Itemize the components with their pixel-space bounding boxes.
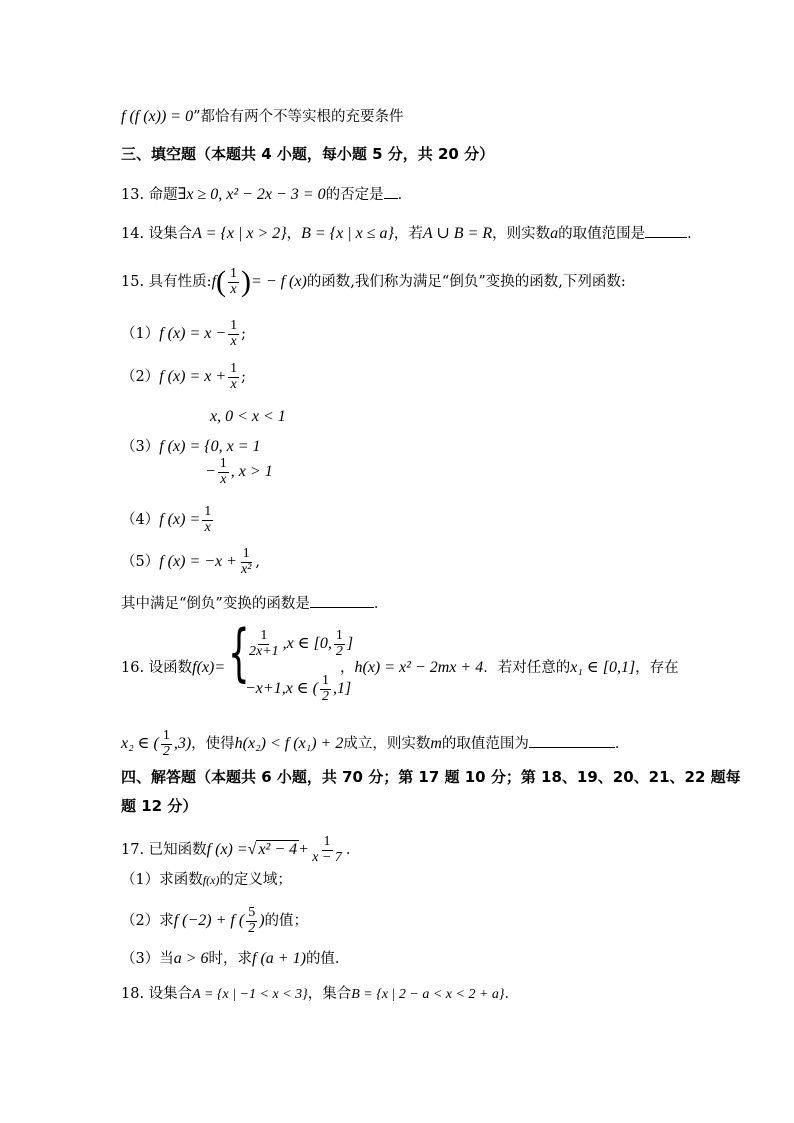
option-5-label: （5） <box>121 554 160 571</box>
option-5-comma: , <box>255 554 260 571</box>
option-4-frac: $\frac{1}{x}$ <box>204 504 212 535</box>
q17-part-3-expr: f (a + 1) <box>252 950 306 967</box>
q14-set-a: A = {x | x > 2} <box>192 225 287 242</box>
q14-sep1: ， <box>286 226 302 242</box>
q15-answer-blank[interactable] <box>310 593 374 608</box>
q16-piece-2 <box>245 674 351 704</box>
option-3-case-3-minus: − <box>205 463 216 481</box>
option-4-expr: f (x) = <box>159 511 201 529</box>
q16-ineq: h(x₂) < f (x₁) + 2 <box>234 735 344 753</box>
q16-l2c: 的取值范围为 <box>441 736 529 753</box>
q17-label: 17. 已知函数 <box>121 842 207 859</box>
option-4 <box>121 505 215 535</box>
option-3-case-1 <box>210 407 286 426</box>
q13-expr: ∃x ≥ 0, x² − 2x − 3 = 0 <box>177 186 326 203</box>
q14-label: 14. 设集合 <box>121 226 193 242</box>
option-2 <box>121 362 246 392</box>
q16-sep: ， <box>340 660 355 676</box>
option-3-case-3-frac: $\frac{1}{x}$ <box>219 456 227 487</box>
q18-set-b: B = {x | 2 − a < x < 2 + a} <box>351 987 505 1002</box>
section-4-heading: 四、解答题（本题共 6 小题，共 70 分；第 17 题 10 分；第 18、19、20、21、22 题每 <box>121 768 741 786</box>
option-3-case-3-cond: , x > 1 <box>230 463 273 481</box>
option-2-expr: f (x) = x + <box>159 368 227 386</box>
q16-period: ． <box>614 736 630 753</box>
option-1 <box>121 319 246 349</box>
q16-piece-1 <box>245 629 353 659</box>
q14-sep2: ，若 <box>393 226 423 242</box>
q16-tail: ．若对任意的 <box>483 660 571 676</box>
option-2-frac: $\frac{1}{x}$ <box>230 361 238 392</box>
q17-part-3-text: （3）当 <box>121 951 174 967</box>
q15-tail: 的函数,我们称为满足“倒负”变换的函数,下列函数: <box>306 274 626 290</box>
option-3-lhs: f (x) = { <box>159 438 211 455</box>
option-2-label: （2） <box>121 369 160 386</box>
q16-piece-1-dom: ,x ∈ [0, <box>282 635 332 653</box>
question-13 <box>121 184 412 204</box>
option-4-label: （4） <box>121 512 160 529</box>
q17-part-2 <box>121 906 308 936</box>
option-1-label: （1） <box>121 326 160 343</box>
q14-union: A ∪ B = R <box>422 225 493 242</box>
option-3-case-2: 0, x = 1 <box>210 438 261 455</box>
option-5-expr: f (x) = −x + <box>159 553 237 571</box>
option-1-semi: ; <box>241 326 247 343</box>
q18-period: ． <box>504 986 519 1002</box>
q14-var-a: a <box>550 225 559 242</box>
question-15: 15. 具有性质:f( $\frac{1}{x}$ )= − f (x)的函数,我们称为满足“倒负”变换的函数,下列函数: <box>121 265 626 298</box>
q18-mid: ，集合 <box>307 986 352 1002</box>
option-3-label: （3） <box>121 439 160 455</box>
q16-l2a: ，使得 <box>191 736 235 753</box>
q17-part-1 <box>121 872 292 889</box>
q13-label: 13. 命题 <box>121 187 178 203</box>
q15-label: 15. 具有性质: <box>121 274 212 290</box>
section-3-heading: 三、填空题（本题共 4 小题，每小题 5 分，共 20 分） <box>121 145 495 163</box>
q17-f: f (x) = <box>206 841 248 859</box>
section-4-heading-line-2: 题 12 分） <box>121 797 198 815</box>
q13-answer-blank[interactable] <box>384 184 398 199</box>
q17-part-1-text: （1）求函数 <box>121 872 203 888</box>
q17-part-2-expr: f (−2) + f ( <box>173 912 245 930</box>
q16-label: 16. 设函数 <box>121 660 193 676</box>
question-17: 17. 已知函数f (x) =√ x² − 4 + $\frac{1}{x - 7}$ ． <box>121 834 361 865</box>
question-14 <box>121 223 702 243</box>
q16-x2: x₂ ∈ ( <box>121 735 159 753</box>
option-5 <box>121 547 260 577</box>
q16-piece-1-half: $\frac{1}{2}$ <box>335 628 343 659</box>
q18-label: 18. 设集合 <box>121 986 193 1002</box>
option-2-semi: ; <box>241 369 247 386</box>
q16-answer-blank[interactable] <box>529 733 615 748</box>
q17-part-1-fx: f(x) <box>202 873 220 887</box>
option-1-expr: f (x) = x − <box>159 325 227 343</box>
q16-piece-1-frac: $\frac{1}{2x+1}$ <box>249 628 279 659</box>
q15-period: ． <box>373 596 389 612</box>
question-18 <box>121 986 519 1004</box>
q15-f: f <box>211 273 217 290</box>
q16-x1: x₁ ∈ [0,1] <box>570 659 636 676</box>
q13-tail: 的否定是 <box>325 187 384 203</box>
option-3-case-3 <box>205 457 273 487</box>
q16-tail2: ，存在 <box>635 660 679 676</box>
question-16 <box>121 658 225 677</box>
q18-set-a: A = {x | −1 < x < 3} <box>192 987 308 1002</box>
option-5-frac: $\frac{1}{\text{x²}}$ <box>240 546 252 577</box>
carry-over-line <box>121 107 404 126</box>
q17-period: ． <box>345 842 361 859</box>
q17-part-3 <box>121 949 349 968</box>
q17-part-2-text: （2）求 <box>121 913 174 930</box>
question-16-line-2 <box>121 729 629 759</box>
q16-continuation <box>340 658 679 677</box>
q17-radicand: x² − 4 <box>258 841 298 859</box>
q17-part-3-tail: 的值． <box>305 951 350 967</box>
q15-end-text: 其中满足“倒负”变换的函数是 <box>121 596 310 612</box>
q17-part-1-tail: 的定义域； <box>219 872 292 888</box>
q17-frac: $\frac{1}{x - 7}$ <box>312 834 342 865</box>
q15-frac: $\frac{1}{x}$ <box>230 265 238 297</box>
math-ff0: f (f (x)) = 0 <box>121 108 194 125</box>
q14-tail: 的取值范围是 <box>558 226 646 242</box>
q16-brace: { <box>228 616 250 689</box>
option-3 <box>121 437 261 456</box>
q16-piece-2-text: −x+1,x ∈ ( <box>245 680 318 698</box>
q14-sep3: ，则实数 <box>492 226 551 242</box>
q16-x2-half: $\frac{1}{2}$ <box>162 728 170 759</box>
q17-part-3-cond: a > 6 <box>173 950 209 967</box>
q16-piece-2-end: ,1] <box>332 680 352 698</box>
q15-rhs: = − f (x) <box>251 273 307 290</box>
q14-set-b: B = {x | x ≤ a} <box>301 225 394 242</box>
q17-part-2-close: ) <box>259 912 265 930</box>
q17-part-2-frac: $\frac{5}{2}$ <box>248 905 256 936</box>
q14-period: ． <box>687 226 702 242</box>
option-3-case-1-text: x, 0 < x < 1 <box>210 408 286 425</box>
q16-h: h(x) = x² − 2mx + 4 <box>354 659 484 676</box>
q16-f: f(x)= <box>192 659 226 676</box>
q16-l2b: 成立，则实数 <box>343 736 431 753</box>
q17-part-3-mid: 时，求 <box>208 951 253 967</box>
q16-piece-2-half: $\frac{1}{2}$ <box>321 673 329 704</box>
q16-x2-end: ,3) <box>173 735 192 753</box>
question-15-ending <box>121 593 388 613</box>
q17-part-2-tail: 的值； <box>264 913 309 930</box>
q16-piece-1-end: ] <box>346 635 354 653</box>
carry-text: ”都恰有两个不等实根的充要条件 <box>193 109 404 125</box>
q13-period: ． <box>397 187 413 203</box>
q14-answer-blank[interactable] <box>645 223 687 238</box>
q16-var-m: m <box>430 735 442 753</box>
option-1-frac: $\frac{1}{x}$ <box>230 318 238 349</box>
